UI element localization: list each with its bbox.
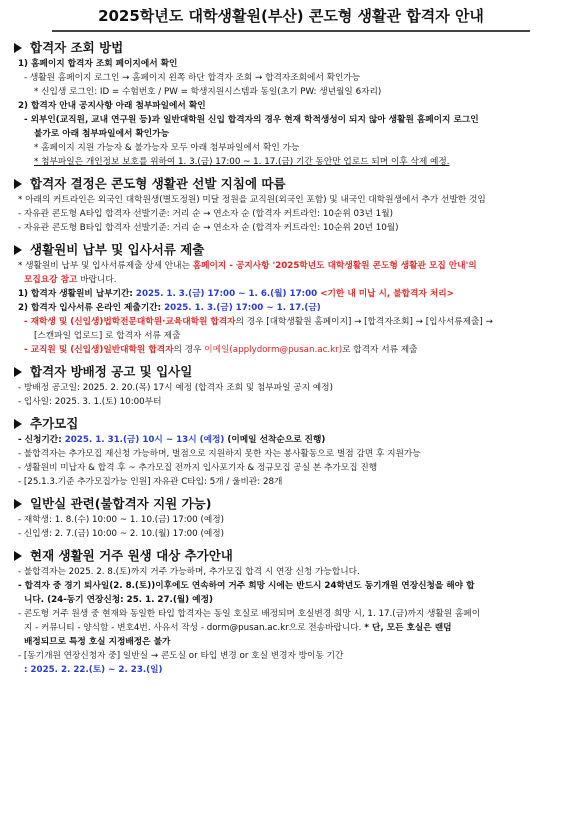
section-heading: 일반실 관련(불합격자 지원 가능) [12, 494, 570, 513]
line: [스캔파일 업로드] 로 합격자 서류 제출 [34, 331, 181, 341]
line: - 재학생: 1. 8.(수) 10:00 ~ 1. 10.(금) 17:00 (예정) [18, 515, 225, 525]
section-current-residents [12, 546, 570, 677]
triangle-bullet-icon [14, 419, 22, 429]
line: - 방배정 공고일: 2025. 2. 20.(목) 17시 예정 (합격자 조회 및 첨부파일 공지 예정) [18, 383, 333, 393]
line: - 재학생 및 (신입생)법학전문대학원·교육대학원 합격자의 경우 [대학생활원 홈페이지] → [합격자조회] → [입사서류제출] → [24, 317, 493, 327]
triangle-bullet-icon [14, 367, 22, 377]
page-title: 2025학년도 대학생활원(부산) 콘도형 생활관 합격자 안내 [52, 4, 530, 32]
line: - 생활원 홈페이지 로그인 → 홈페이지 왼쪽 하단 합격자 조회 → 합격자조회에서 확인가능 [24, 73, 361, 83]
line: - 신입생: 2. 7.(금) 10:00 ~ 2. 10.(월) 17:00 (예정) [18, 529, 225, 539]
triangle-bullet-icon [14, 43, 22, 53]
line: * 아래의 커트라인은 외국인 대학원생(별도정원) 미달 정원을 교직원(외국인 포함) 및 내국인 대학원생에서 추가 선발한 것임 [18, 195, 486, 205]
section-additional-recruitment [12, 414, 570, 489]
line: 1) 홈페이지 합격자 조회 페이지에서 확인 [18, 59, 178, 69]
section-payment-documents [12, 240, 570, 357]
line: - 자유관 콘도형 A타입 합격자 선발기준: 거리 순 → 연소자 순 (합격자 커트라인: 10순위 03년 1월) [18, 209, 393, 219]
section-heading: 합격자 조회 방법 [12, 38, 570, 57]
line: - 외부인(교직원, 교내 연구원 등)과 일반대학원 신입 합격자의 경우 현재 학적생성이 되지 않아 생활원 홈페이지 로그인 [24, 115, 479, 125]
line: - 교직원 및 (신입생)일반대학원 합격자의 경우 이메일(applydorm@pusan.ac.kr)로 합격자 서류 제출 [24, 345, 418, 355]
line: 니다. (24-동기 연장신청: 25. 1. 27.(월) 예정) [24, 595, 213, 605]
line: - 신청기간: 2025. 1. 31.(금) 10시 ~ 13시 (예정) (이메일 선착순으로 진행) [18, 435, 326, 445]
line: 배정되므로 특정 호실 지정배정은 불가 [24, 637, 171, 647]
line: - 콘도형 거주 원생 중 현재와 동일한 타입 합격자는 동일 호실로 배정되며 호실변경 희망 시, 1. 17.(금)까지 생활원 홈페이 [18, 609, 481, 619]
line: 1) 합격자 생활원비 납부기간: 2025. 1. 3.(금) 17:00 ~ 1. 6.(월) 17:00 <기한 내 미납 시, 불합격자 처리> [18, 289, 454, 299]
triangle-bullet-icon [14, 245, 22, 255]
section-heading: 합격자 방배정 공고 및 입사일 [12, 362, 570, 381]
line: - 생활원비 미납자 & 합격 후 ~ 추가모집 전까지 입사포기자 & 정규모집 공실 본 추가모집 진행 [18, 463, 378, 473]
section-selection-criteria [12, 174, 570, 235]
line: * 신입생 로그인: ID = 수험번호 / PW = 학생지원시스템과 동일(초기 PW: 생년월일 6자리) [34, 87, 382, 97]
section-general-room [12, 494, 570, 541]
line: - 불합격자는 추가모집 재신청 가능하며, 벌점으로 지원하지 못한 자는 봉사활동으로 벌점 감면 후 지원가능 [18, 449, 421, 459]
triangle-bullet-icon [14, 499, 22, 509]
triangle-bullet-icon [14, 179, 22, 189]
line: 2) 합격자 입사서류 온라인 제출기간: 2025. 1. 3.(금) 17:00 ~ 1. 17.(금) [18, 303, 321, 313]
line: - 입사일: 2025. 3. 1.(토) 10:00부터 [18, 397, 162, 407]
line: 불가로 아래 첨부파일에서 확인가능 [34, 129, 169, 139]
section-heading: 추가모집 [12, 414, 570, 433]
line: * 첨부파일은 개인정보 보호를 위하여 1. 3.(금) 17:00 ~ 1. 17.(금) 기간 동안만 업로드 되며 이후 삭제 예정. [34, 157, 450, 167]
line: - 합격자 중 경기 퇴사일(2. 8.(토))이후에도 연속하여 거주 희망 시에는 반드시 24학년도 동기개원 연장신청을 해야 합 [18, 581, 475, 591]
line: * 홈페이지 지원 가능자 & 불가능자 모두 아래 첨부파일에서 확인 가능 [34, 143, 300, 153]
triangle-bullet-icon [14, 551, 22, 561]
line: 2) 합격자 안내 공지사항 아래 첨부파일에서 확인 [18, 101, 206, 111]
line: - [동기개원 연장신청자 중] 일반실 → 콘도실 or 타입 변경 or 호실 변경자 방이동 기간 [18, 651, 344, 661]
section-heading: 현재 생활원 거주 원생 대상 추가안내 [12, 546, 570, 565]
section-heading: 생활원비 납부 및 입사서류 제출 [12, 240, 570, 259]
line: - [25.1.3.기준 추가모집가능 인원] 자유관 C타입: 5개 / 울비관: 28개 [18, 477, 283, 487]
line: : 2025. 2. 22.(토) ~ 2. 23.(일) [24, 665, 163, 675]
line: - 불합격자는 2025. 2. 8.(토)까지 거주 가능하며, 추가모집 합격 시 연장 신청 가능합니다. [18, 567, 360, 577]
line: 지 - 커뮤니티 - 양식함 - 변호4번. 사유서 작성 - dorm@pusan.ac.kr으로 전송바랍니다. * 단, 모든 호실은 랜덤 [24, 623, 452, 633]
line: - 자유관 콘도형 B타입 합격자 선발기준: 거리 순 → 연소자 순 (합격자 커트라인: 10순위 20년 10월) [18, 223, 399, 233]
line: * 생활원비 납부 및 입사서류제출 상세 안내는 홈페이지 - 공지사항 '2025학년도 대학생활원 콘도형 생활관 모집 안내'의 [18, 261, 477, 271]
line: 모집요강 참고 바랍니다. [24, 275, 117, 285]
section-result-lookup [12, 38, 570, 169]
section-room-assignment [12, 362, 570, 409]
section-heading: 합격자 결정은 콘도형 생활관 선발 지침에 따름 [12, 174, 570, 193]
